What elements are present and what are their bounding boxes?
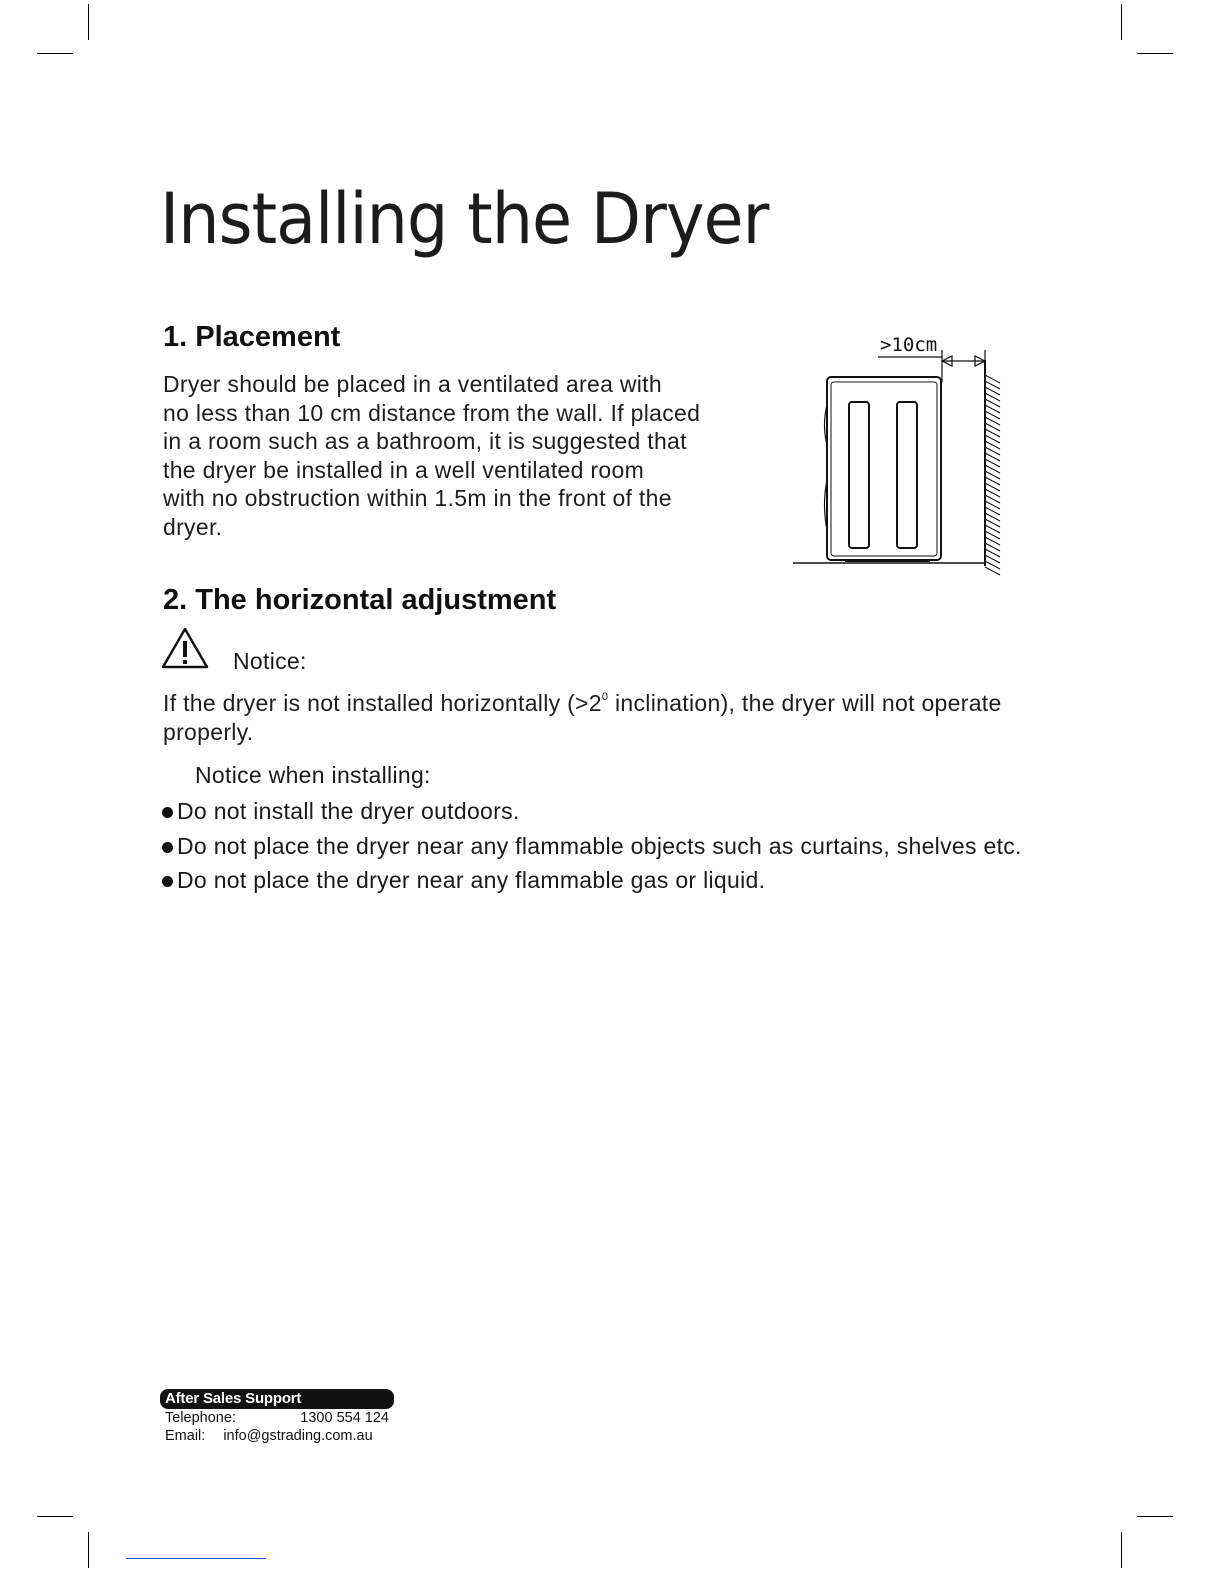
- install-notice-list: [161, 797, 1041, 901]
- list-item-text: Do not place the dryer near any flammable gas or liquid.: [177, 867, 766, 894]
- email-address: info@gstrading.com.au: [223, 1428, 373, 1444]
- dryer-diagram-svg: [790, 330, 1010, 580]
- crop-mark: [1121, 4, 1122, 40]
- list-item: [161, 832, 1041, 861]
- list-item-text: Do not place the dryer near any flammable objects such as curtains, shelves etc.: [177, 832, 1022, 859]
- phone-label: Telephone:: [165, 1410, 236, 1426]
- bullet-icon: [162, 842, 173, 853]
- crop-mark: [1137, 1516, 1173, 1517]
- degree-superscript: 0: [601, 691, 609, 703]
- notice-label: Notice:: [233, 648, 307, 674]
- bullet-icon: [162, 876, 173, 887]
- dryer-panel: [897, 402, 917, 548]
- phone-number: 1300 554 124: [300, 1410, 389, 1426]
- support-phone-line: [160, 1409, 394, 1427]
- text-line: dryer.: [163, 513, 223, 540]
- text-line: the dryer be installed in a well ventilated room: [163, 456, 645, 483]
- crop-mark: [88, 1532, 89, 1568]
- crop-mark: [37, 1516, 73, 1517]
- notice-text: [163, 683, 1043, 746]
- support-email-line: [160, 1427, 394, 1445]
- crop-mark: [1121, 1532, 1122, 1568]
- text-line: no less than 10 cm distance from the wall. If placed: [163, 399, 701, 426]
- dryer-wall-clearance-diagram: [790, 330, 1010, 580]
- distance-label: >10cm: [880, 334, 938, 356]
- dryer-inner-outline: [831, 382, 937, 556]
- text-line: in a room such as a bathroom, it is suggested that: [163, 428, 687, 455]
- install-notice-heading: Notice when installing:: [195, 762, 431, 788]
- placement-paragraph: [163, 370, 803, 542]
- list-item-text: Do not install the dryer outdoors.: [177, 798, 520, 824]
- list-item: [161, 866, 1041, 895]
- crop-mark: [37, 53, 73, 54]
- crop-mark: [88, 4, 89, 40]
- notice-text-part: inclination), the dryer will not operate properly.: [163, 690, 1002, 745]
- text-line: with no obstruction within 1.5m in the front of the: [163, 485, 672, 512]
- after-sales-support-box: [160, 1389, 394, 1445]
- crop-mark: [1137, 53, 1173, 54]
- bullet-icon: [162, 807, 173, 818]
- dryer-panel: [849, 402, 869, 548]
- warning-triangle-icon: [161, 626, 209, 670]
- dryer-body: [827, 377, 941, 560]
- text-line: Dryer should be placed in a ventilated area with: [163, 371, 662, 397]
- wall-hatching: [985, 375, 1000, 575]
- list-item: [161, 797, 1041, 826]
- section-heading-horizontal-adjustment: 2. The horizontal adjustment: [163, 584, 557, 616]
- support-title: After Sales Support: [160, 1389, 394, 1409]
- notice-text-part: If the dryer is not installed horizontally (>2: [163, 690, 602, 716]
- page-title: Installing the Dryer: [160, 178, 769, 260]
- email-label: Email:: [165, 1428, 206, 1444]
- section-heading-placement: 1. Placement: [163, 321, 341, 353]
- footer-link-underline: [126, 1558, 266, 1559]
